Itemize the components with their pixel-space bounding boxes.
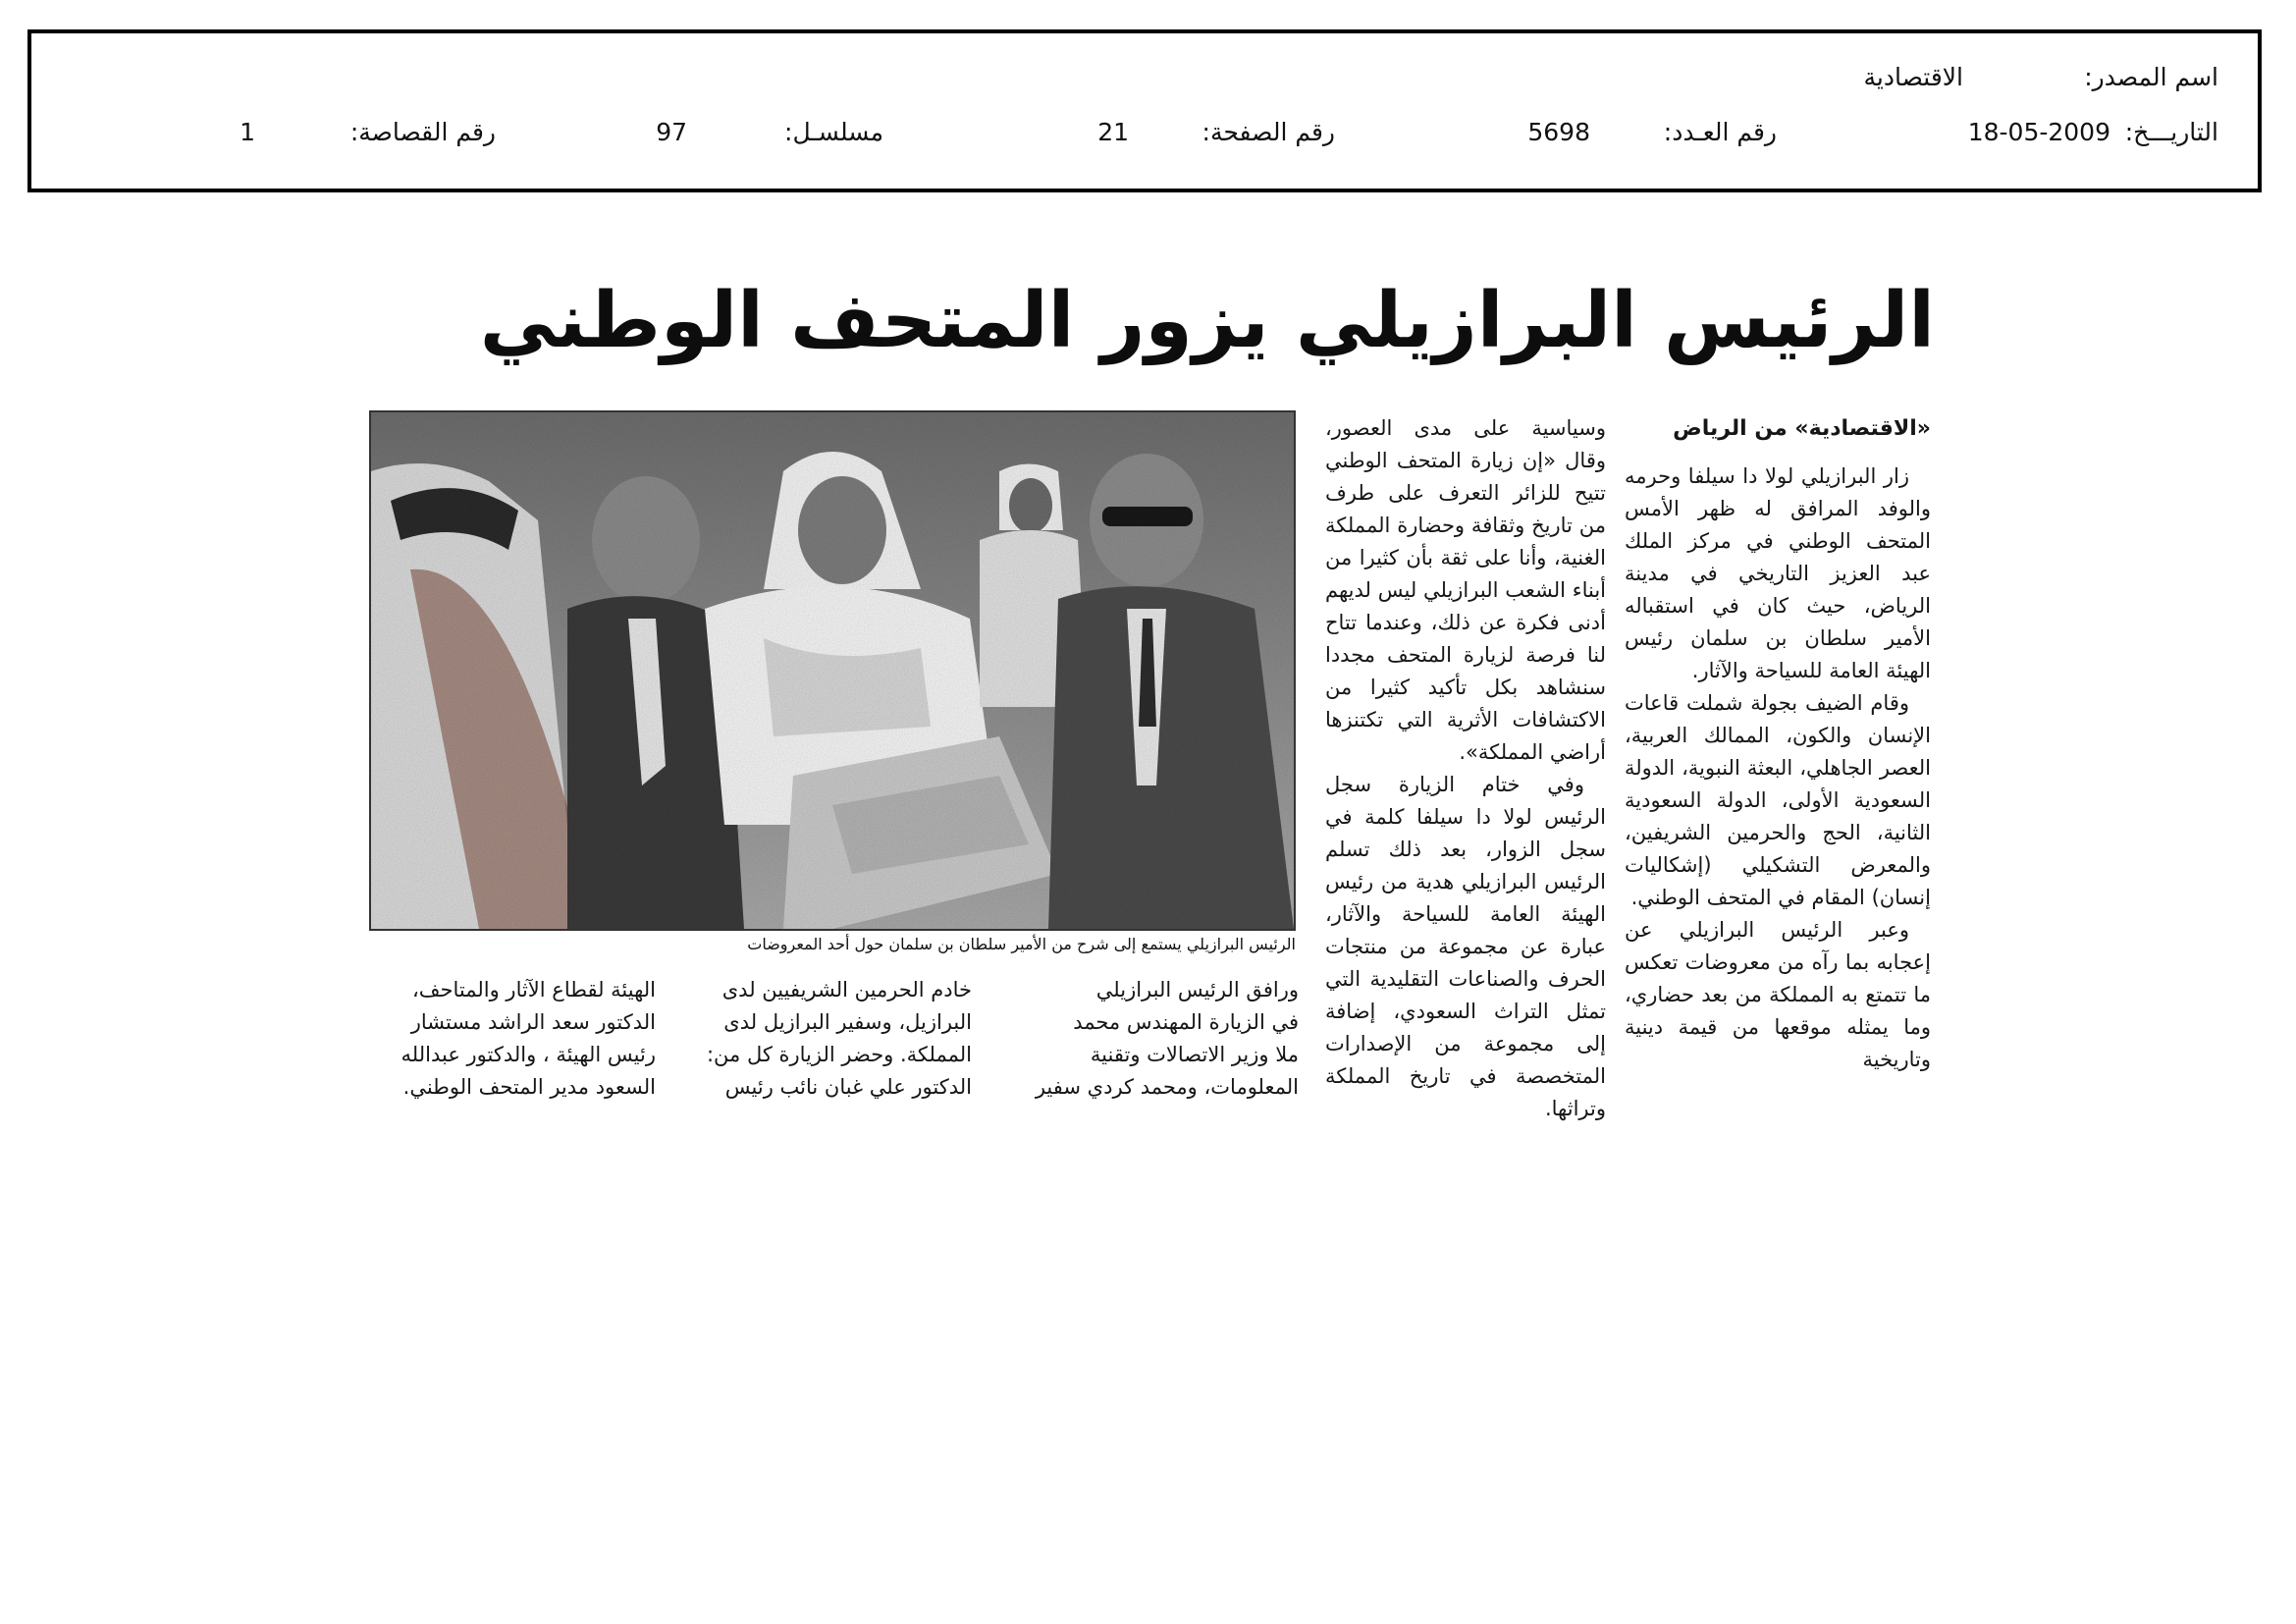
clip-label: رقم القصاصة: [349, 118, 496, 146]
text-line: الهيئة لقطاع الآثار والمتاحف، [412, 978, 656, 1001]
text-line: الدكتور سعد الراشد مستشار [410, 1010, 656, 1034]
text-line: ملا وزير الاتصالات وتقنية [1090, 1043, 1299, 1066]
article-byline: «الاقتصادية» من الرياض [1673, 416, 1931, 441]
text-line: البرازيل، وسفير البرازيل لدى [723, 1010, 972, 1034]
serial-value: 97 [656, 118, 687, 146]
paragraph: وفي ختام الزيارة سجل الرئيس لولا دا سيلفا كلمة في سجل الزوار، بعد ذلك تسلم الرئيس البرازيلي هدية من رئيس الهيئة العامة للسياحة والآثار، عبارة عن مجموعة من منتجات الحرف والصناعات التقليدية التي تمثل التراث السعودي، إضافة إلى مجموعة من الإصدارات المتخصصة في تاريخ المملكة وتراثها. [1325, 773, 1606, 1120]
text-line: في الزيارة المهندس محمد [1073, 1010, 1299, 1034]
paragraph: زار البرازيلي لولا دا سيلفا وحرمه والوفد المرافق له ظهر الأمس المتحف الوطني في مركز الملك عبد العزيز التاريخي في مدينة الرياض، حيث كان في استقباله الأمير سلطان بن سلمان رئيس الهيئة العامة للسياحة والآثار. [1625, 464, 1931, 682]
issue-label: رقم العـدد: [1663, 118, 1777, 146]
date-label: التاريـــخ: [2124, 118, 2218, 146]
text-line: المملكة. وحضر الزيارة كل من: [706, 1043, 972, 1066]
issue-value: 5698 [1527, 118, 1590, 146]
article-column-2 [1325, 412, 1606, 1125]
clipping-metadata-box [27, 29, 2262, 192]
text-line: الدكتور علي غبان نائب رئيس [724, 1075, 972, 1099]
article-column-1 [1625, 412, 1931, 1076]
article-column-5 [361, 974, 656, 1104]
serial-label: مسلسـل: [784, 118, 883, 146]
paragraph: وعبر الرئيس البرازيلي عن إعجابه بما رآه من معروضات تعكس ما تتمتع به المملكة من بعد حضاري، وما يمثله موقعها من قيمة دينية وتاريخية [1625, 918, 1931, 1071]
text-line: رئيس الهيئة ، والدكتور عبدالله [400, 1043, 656, 1066]
photo-image [371, 412, 1294, 929]
article-photo [369, 410, 1296, 931]
paragraph: وقام الضيف بجولة شملت قاعات الإنسان والكون، الممالك العربية، العصر الجاهلي، البعثة النبوية، الدولة السعودية الأولى، الدولة السعودية الثانية، الحج والحرمين الشريفين، والمعرض التشكيلي (إشكاليات إنسان) المقام في المتحف الوطني. [1625, 691, 1931, 909]
text-line: ورافق الرئيس البرازيلي [1095, 978, 1299, 1001]
article-column-4 [677, 974, 972, 1104]
text-line: خادم الحرمين الشريفيين لدى [721, 978, 972, 1001]
clip-value: 1 [240, 118, 255, 146]
page-label: رقم الصفحة: [1201, 118, 1335, 146]
source-value: الاقتصادية [1863, 63, 1963, 91]
source-label: اسم المصدر: [2084, 63, 2218, 91]
article-headline: الرئيس البرازيلي يزور المتحف الوطني [479, 277, 1935, 365]
paragraph: وسياسية على مدى العصور، وقال «إن زيارة المتحف الوطني تتيح للزائر التعرف على طرف من تاريخ وثقافة وحضارة المملكة الغنية، وأنا على ثقة بأن كثيرا من أبناء الشعب البرازيلي ليس لديهم أدنى فكرة عن ذلك، وعندما تتاح لنا فرصة لزيارة المتحف مجددا سنشاهد بكل تأكيد كثيرا من الاكتشافات الأثرية التي تكتنزها أراضي المملكة». [1325, 416, 1606, 764]
date-value: 18-05-2009 [1967, 118, 2110, 146]
photo-caption: الرئيس البرازيلي يستمع إلى شرح من الأمير سلطان بن سلمان حول أحد المعروضات [747, 935, 1296, 953]
page-value: 21 [1097, 118, 1129, 146]
text-line: السعود مدير المتحف الوطني. [402, 1075, 656, 1099]
article-column-3 [1004, 974, 1299, 1104]
text-line: المعلومات، ومحمد كردي سفير [1035, 1075, 1299, 1099]
